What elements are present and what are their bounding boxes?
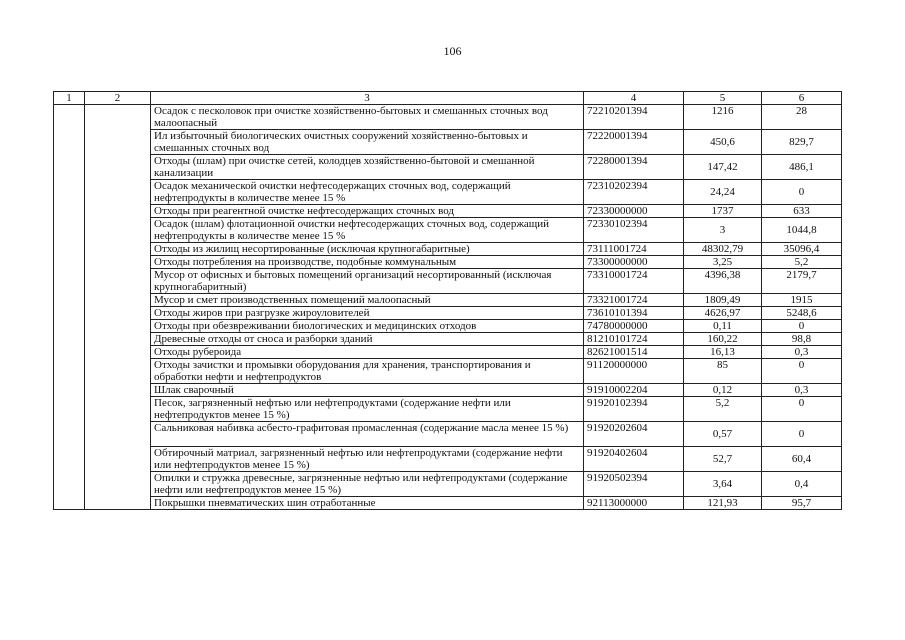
header-cell: 4	[584, 92, 684, 105]
value-col5-cell: 16,13	[684, 346, 762, 359]
value-col6-cell: 5248,6	[762, 307, 842, 320]
value-col5-cell: 1737	[684, 205, 762, 218]
waste-code-cell: 72210201394	[584, 105, 684, 130]
header-cell: 3	[151, 92, 584, 105]
waste-name-cell: Обтирочный матриал, загрязненный нефтью или нефтепродуктами (содержание нефти или нефтепродуктов менее 15 %)	[151, 447, 584, 472]
value-col6-cell: 1915	[762, 294, 842, 307]
value-col6-cell: 35096,4	[762, 243, 842, 256]
table-row	[54, 422, 842, 447]
waste-code-cell: 91920202604	[584, 422, 684, 447]
value-col5-cell: 52,7	[684, 447, 762, 472]
table-row	[54, 105, 842, 130]
value-col5-cell: 3,64	[684, 472, 762, 497]
waste-name-cell: Осадок с песколовок при очистке хозяйственно-бытовых и смешанных сточных вод малоопасный	[151, 105, 584, 130]
value-col6-cell: 0,3	[762, 384, 842, 397]
waste-table	[53, 91, 842, 510]
value-col6-cell: 0	[762, 397, 842, 422]
value-col5-cell: 5,2	[684, 397, 762, 422]
waste-name-cell: Песок, загрязненный нефтью или нефтепродуктами (содержание нефти или нефтепродуктов менее 15 %)	[151, 397, 584, 422]
value-col6-cell: 0	[762, 359, 842, 384]
value-col5-cell: 121,93	[684, 497, 762, 510]
value-col5-cell: 450,6	[684, 130, 762, 155]
value-col6-cell: 5,2	[762, 256, 842, 269]
value-col5-cell: 1809,49	[684, 294, 762, 307]
value-col6-cell: 0,3	[762, 346, 842, 359]
table-row	[54, 447, 842, 472]
value-col6-cell: 1044,8	[762, 218, 842, 243]
value-col6-cell: 60,4	[762, 447, 842, 472]
table-row	[54, 307, 842, 320]
waste-code-cell: 74780000000	[584, 320, 684, 333]
header-cell: 1	[54, 92, 85, 105]
waste-code-cell: 91910002204	[584, 384, 684, 397]
table-row	[54, 346, 842, 359]
waste-code-cell: 81210101724	[584, 333, 684, 346]
table-row	[54, 320, 842, 333]
waste-code-cell: 73321001724	[584, 294, 684, 307]
waste-name-cell: Мусор от офисных и бытовых помещений организаций несортированный (исключая крупногабаритный)	[151, 269, 584, 294]
value-col6-cell: 2179,7	[762, 269, 842, 294]
waste-name-cell: Осадок (шлам) флотационной очистки нефтесодержащих сточных вод, содержащий нефтепродукты в количестве менее 15 %	[151, 218, 584, 243]
table-row	[54, 180, 842, 205]
waste-name-cell: Отходы зачистки и промывки оборудования для хранения, транспортирования и обработки нефти и нефтепродуктов	[151, 359, 584, 384]
waste-code-cell: 73111001724	[584, 243, 684, 256]
waste-name-cell: Отходы при обезвреживании биологических и медицинских отходов	[151, 320, 584, 333]
table-row	[54, 155, 842, 180]
waste-name-cell: Отходы при реагентной очистке нефтесодержащих сточных вод	[151, 205, 584, 218]
value-col6-cell: 98,8	[762, 333, 842, 346]
waste-code-cell: 73300000000	[584, 256, 684, 269]
value-col6-cell: 0,4	[762, 472, 842, 497]
table-row	[54, 397, 842, 422]
table-row	[54, 497, 842, 510]
value-col6-cell: 95,7	[762, 497, 842, 510]
table-header-row	[54, 92, 842, 105]
waste-name-cell: Древесные отходы от сноса и разборки зданий	[151, 333, 584, 346]
page-number: 106	[443, 44, 462, 58]
value-col6-cell: 28	[762, 105, 842, 130]
waste-name-cell: Отходы жиров при разгрузке жироуловителей	[151, 307, 584, 320]
waste-name-cell: Отходы рубероида	[151, 346, 584, 359]
waste-name-cell: Отходы из жилищ несортированные (исключая крупногабаритные)	[151, 243, 584, 256]
value-col6-cell: 0	[762, 180, 842, 205]
value-col5-cell: 0,12	[684, 384, 762, 397]
value-col5-cell: 85	[684, 359, 762, 384]
waste-code-cell: 91120000000	[584, 359, 684, 384]
value-col5-cell: 1216	[684, 105, 762, 130]
header-cell: 6	[762, 92, 842, 105]
header-cell: 2	[85, 92, 151, 105]
table-row	[54, 333, 842, 346]
waste-code-cell: 73610101394	[584, 307, 684, 320]
waste-code-cell: 73310001724	[584, 269, 684, 294]
header-cell: 5	[684, 92, 762, 105]
value-col6-cell: 633	[762, 205, 842, 218]
table-row	[54, 472, 842, 497]
waste-code-cell: 91920102394	[584, 397, 684, 422]
value-col5-cell: 4626,97	[684, 307, 762, 320]
value-col6-cell: 0	[762, 320, 842, 333]
waste-name-cell: Отходы потребления на производстве, подобные коммунальным	[151, 256, 584, 269]
value-col5-cell: 147,42	[684, 155, 762, 180]
value-col5-cell: 0,11	[684, 320, 762, 333]
table-row	[54, 256, 842, 269]
table-row	[54, 243, 842, 256]
waste-name-cell: Отходы (шлам) при очистке сетей, колодцев хозяйственно-бытовой и смешанной канализации	[151, 155, 584, 180]
waste-code-cell: 91920502394	[584, 472, 684, 497]
waste-name-cell: Сальниковая набивка асбесто-графитовая промасленная (содержание масла менее 15 %)	[151, 422, 584, 447]
value-col6-cell: 829,7	[762, 130, 842, 155]
value-col5-cell: 0,57	[684, 422, 762, 447]
value-col5-cell: 48302,79	[684, 243, 762, 256]
waste-code-cell: 72310202394	[584, 180, 684, 205]
waste-code-cell: 91920402604	[584, 447, 684, 472]
waste-code-cell: 72220001394	[584, 130, 684, 155]
waste-code-cell: 72280001394	[584, 155, 684, 180]
waste-code-cell: 72330102394	[584, 218, 684, 243]
waste-name-cell: Ил избыточный биологических очистных сооружений хозяйственно-бытовых и смешанных сточных вод	[151, 130, 584, 155]
value-col6-cell: 486,1	[762, 155, 842, 180]
table-row	[54, 269, 842, 294]
waste-code-cell: 92113000000	[584, 497, 684, 510]
waste-name-cell: Мусор и смет производственных помещений малоопасный	[151, 294, 584, 307]
waste-name-cell: Опилки и стружка древесные, загрязненные нефтью или нефтепродуктами (содержание нефти или нефтепродуктов менее 15 %)	[151, 472, 584, 497]
value-col5-cell: 3	[684, 218, 762, 243]
table-row	[54, 294, 842, 307]
value-col5-cell: 160,22	[684, 333, 762, 346]
table-row	[54, 384, 842, 397]
waste-name-cell: Шлак сварочный	[151, 384, 584, 397]
value-col5-cell: 24,24	[684, 180, 762, 205]
waste-code-cell: 82621001514	[584, 346, 684, 359]
col1-merged-cell	[54, 105, 85, 510]
value-col5-cell: 4396,38	[684, 269, 762, 294]
value-col6-cell: 0	[762, 422, 842, 447]
table-row	[54, 130, 842, 155]
value-col5-cell: 3,25	[684, 256, 762, 269]
waste-name-cell: Покрышки пневматических шин отработанные	[151, 497, 584, 510]
table-row	[54, 205, 842, 218]
waste-name-cell: Осадок механической очистки нефтесодержащих сточных вод, содержащий нефтепродукты в количестве менее 15 %	[151, 180, 584, 205]
table-row	[54, 359, 842, 384]
table-row	[54, 218, 842, 243]
waste-code-cell: 72330000000	[584, 205, 684, 218]
col2-merged-cell	[85, 105, 151, 510]
